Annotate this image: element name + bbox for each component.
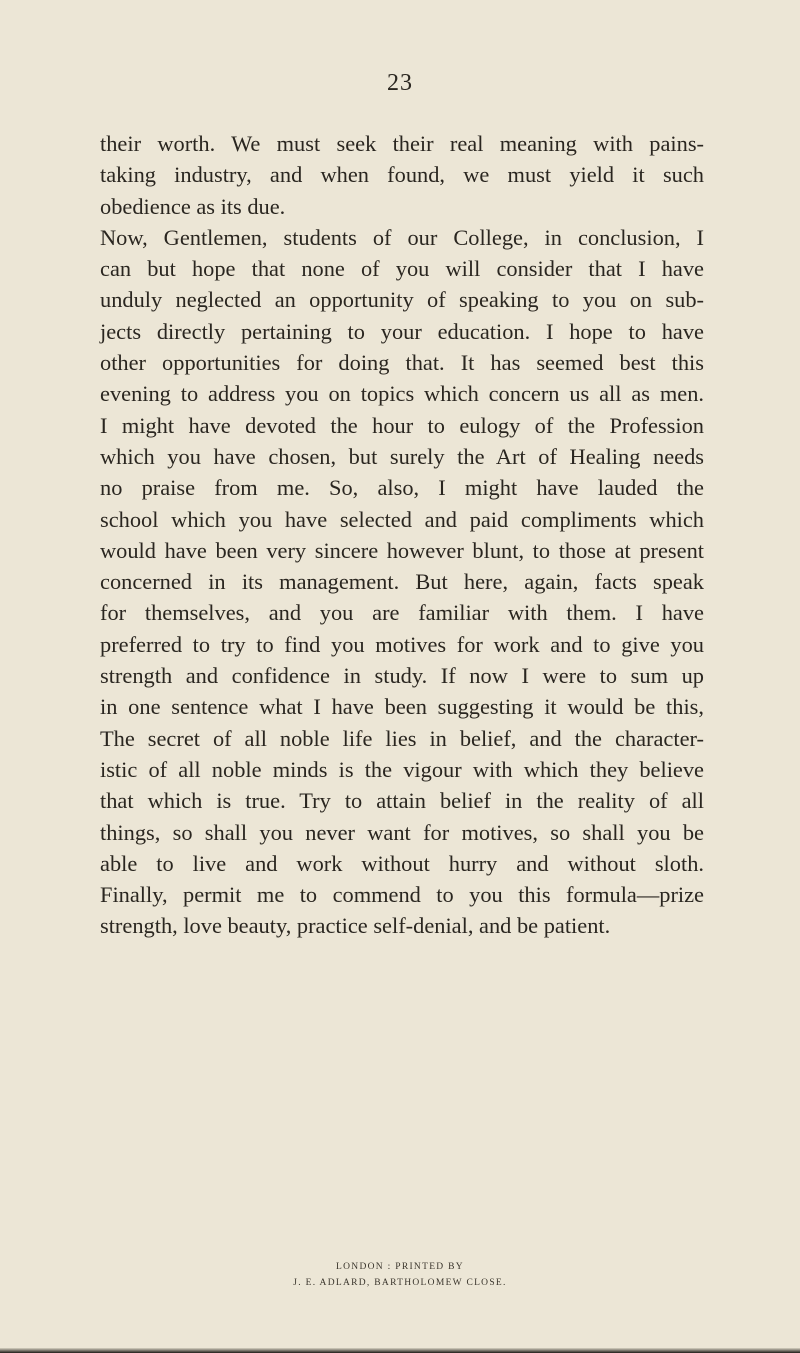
text-line: their worth. We must seek their real meaning with pains- [100,131,704,156]
printer-imprint-line-2: J. E. ADLARD, BARTHOLOMEW CLOSE. [293,1278,507,1288]
text-line: unduly neglected an opportunity of speaking to you on sub- [100,287,704,313]
text-line: would have been very sincere however blunt, to those at present [100,537,704,563]
text-line: concerned in its management. But here, again, facts speak [100,569,704,595]
body-text [100,128,704,942]
text-line: istic of all noble minds is the vigour with which they believe [100,756,704,782]
text-line: Now, Gentlemen, students of our College, in conclusion, I [100,224,704,250]
page-bottom-edge [0,1348,800,1353]
text-line: can but hope that none of you will consider that I have [100,256,704,282]
text-line: school which you have selected and paid compliments which [100,506,704,532]
text-line: jects directly pertaining to your education. I hope to have [100,318,704,344]
page-number: 23 [387,70,413,96]
text-line: things, so shall you never want for motives, so shall you be [100,819,704,845]
text-line: other opportunities for doing that. It has seemed best this [100,350,704,376]
text-line: strength, love beauty, practice self-denial, and be patient. [100,913,611,939]
text-line: The secret of all noble life lies in belief, and the character- [100,725,704,751]
text-line: I might have devoted the hour to eulogy of the Profession [100,412,704,438]
text-line: Finally, permit me to commend to you this formula—prize [100,882,704,908]
text-line: strength and confidence in study. If now I were to sum up [100,663,704,689]
text-line: which you have chosen, but surely the Art of Healing needs [100,443,704,469]
text-line: taking industry, and when found, we must yield it such [100,162,704,188]
text-line: evening to address you on topics which concern us all as men. [100,381,704,407]
text-line: no praise from me. So, also, I might have lauded the [100,475,704,501]
text-line: for themselves, and you are familiar with them. I have [100,600,704,626]
text-line: able to live and work without hurry and without sloth. [100,850,704,876]
text-line: obedience as its due. [100,193,286,219]
text-line: in one sentence what I have been suggesting it would be this, [100,694,704,720]
text-line: preferred to try to find you motives for work and to give you [100,631,704,657]
printer-imprint-line-1: LONDON : PRINTED BY [336,1262,464,1272]
text-line: that which is true. Try to attain belief in the reality of all [100,788,704,814]
